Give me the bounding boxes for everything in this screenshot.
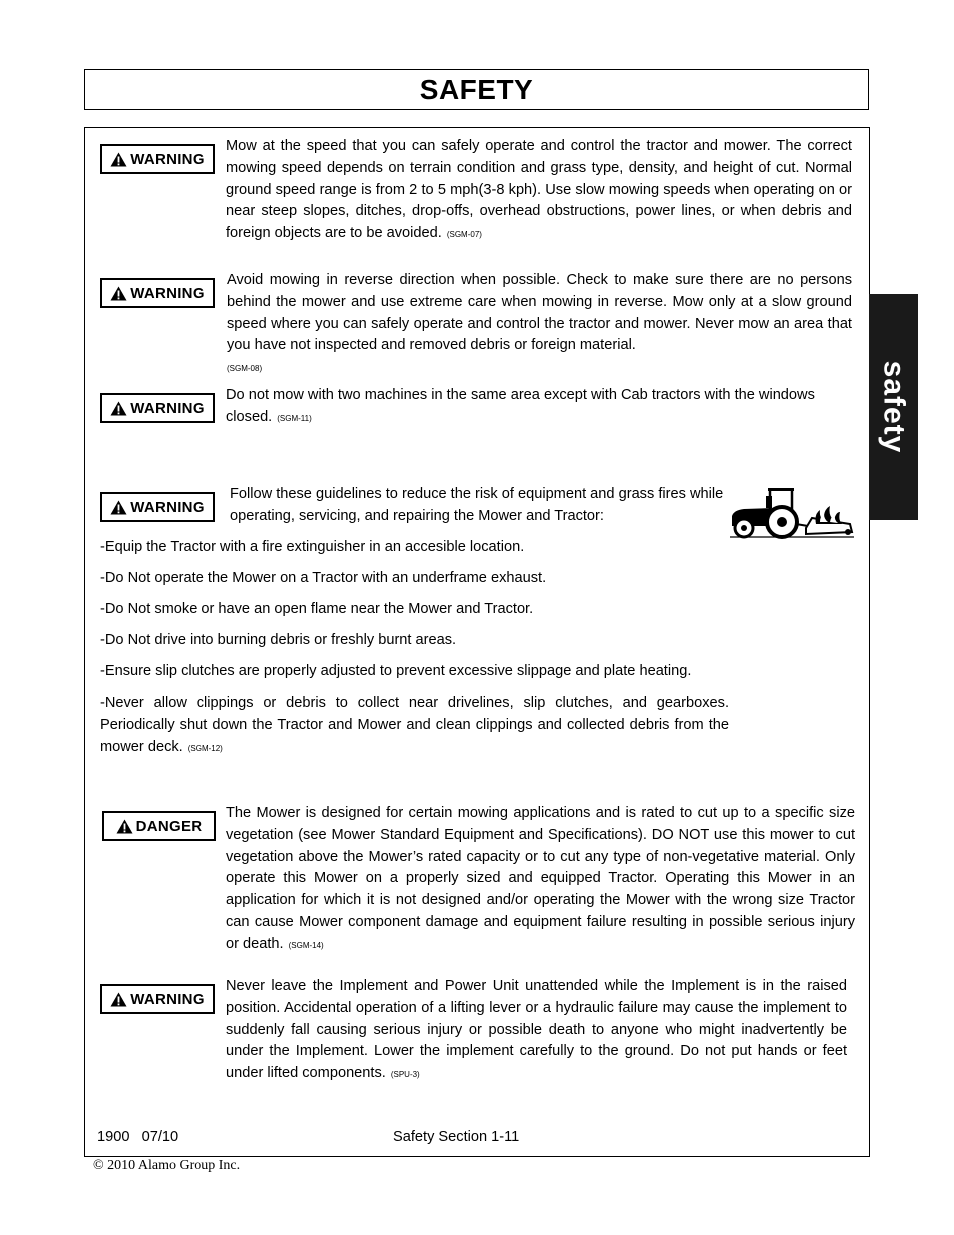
warning-badge-label: WARNING (130, 990, 205, 1008)
warning-badge (100, 393, 215, 423)
section-side-tab (869, 294, 918, 520)
alert-triangle-icon (110, 992, 127, 1007)
reference-code: (SGM-12) (187, 743, 223, 753)
list-item: -Never allow clippings or debris to collect near drivelines, slip clutches, and gearboxes. Periodically shut down the Tractor and Mower and clean clippings and collected debris from the mower deck. (SGM-12) (100, 695, 729, 755)
warning-badge (100, 144, 215, 174)
warning-badge (100, 984, 215, 1014)
alert-triangle-icon (110, 401, 127, 416)
footer-page-number: Safety Section 1-11 (393, 1129, 520, 1145)
warning-text: Mow at the speed that you can safely operate and control the tractor and mower. The correct mowing speed depends on terrain condition and grass type, density, and height of cut. Normal ground speed range is from 2 to 5 mph(3-8 kph). Use slow mowing speeds when operating on or near steep slopes, ditches, drop-offs, overhead obstructions, power lines, or when debris and foreign objects are to be avoided. (SGM-07) (226, 138, 852, 242)
alert-triangle-icon (116, 819, 133, 834)
warning-badge (100, 278, 215, 308)
footer-model-date: 1900 07/10 (97, 1129, 179, 1145)
reference-code: (SGM-08) (227, 364, 263, 374)
warning-badge-label: WARNING (130, 498, 205, 516)
reference-code: (SGM-14) (288, 940, 324, 950)
warning-text: Do not mow with two machines in the same area except with Cab tractors with the windows closed. (SGM-11) (226, 387, 815, 425)
warning-text: Avoid mowing in reverse direction when possible. Check to make sure there are no persons behind the mower and use extreme care when mowing in reverse. Mow only at a slow ground speed where you can safely operate and control the tractor and mower. Never mow an area that you have not inspected and removed debris or foreign material. (SGM-08) (227, 272, 852, 374)
page-title: SAFETY (419, 73, 534, 105)
list-item: -Do Not operate the Mower on a Tractor with an underframe exhaust. (100, 570, 547, 586)
alert-triangle-icon (110, 152, 127, 167)
warning-text: Follow these guidelines to reduce the risk of equipment and grass fires while operating, servicing, and repairing the Mower and Tractor: (230, 486, 724, 524)
page-header (84, 69, 869, 110)
danger-badge-label: DANGER (135, 817, 203, 835)
list-item: -Equip the Tractor with a fire extinguisher in an accesible location. (100, 539, 525, 555)
reference-code: (SGM-07) (446, 230, 482, 240)
warning-badge (100, 492, 215, 522)
reference-code: (SPU-3) (390, 1070, 420, 1080)
list-item: -Do Not smoke or have an open flame near the Mower and Tractor. (100, 601, 534, 617)
warning-badge-label: WARNING (130, 284, 205, 302)
side-tab-label: safety (877, 360, 911, 454)
alert-triangle-icon (110, 500, 127, 515)
danger-text: The Mower is designed for certain mowing applications and is rated to cut up to a specific size vegetation (see Mower Standard Equipment and Specifications). DO NOT use this mower to cut vegetation above the Mower’s rated capacity or to cut any type of non-vegetative material. Only operate this Mower on a properly sized and equipped Tractor. Operating this Mower in an application for which it is not designed and/or operating the Mower with the wrong size Tractor can cause Mower component damage and equipment failure resulting in possible serious injury or death. (SGM-14) (226, 805, 855, 952)
list-item: -Ensure slip clutches are properly adjusted to prevent excessive slippage and plate heating. (100, 663, 692, 679)
tractor-fire-illustration-icon (730, 486, 854, 540)
list-item: -Do Not drive into burning debris or freshly burnt areas. (100, 632, 457, 648)
alert-triangle-icon (110, 286, 127, 301)
warning-badge-label: WARNING (130, 150, 205, 168)
reference-code: (SGM-11) (277, 413, 312, 423)
copyright: © 2010 Alamo Group Inc. (93, 1158, 241, 1173)
warning-badge-label: WARNING (130, 399, 205, 417)
danger-badge (102, 811, 216, 841)
warning-text: Never leave the Implement and Power Unit unattended while the Implement is in the raised position. Accidental operation of a lifting lever or a hydraulic failure may cause the implement to suddenly fall causing serious injury or possible death to anyone who might inadvertently be under the Implement. Lower the implement carefully to the ground. Do not put hands or feet under lifted components. (SPU-3) (226, 978, 847, 1082)
